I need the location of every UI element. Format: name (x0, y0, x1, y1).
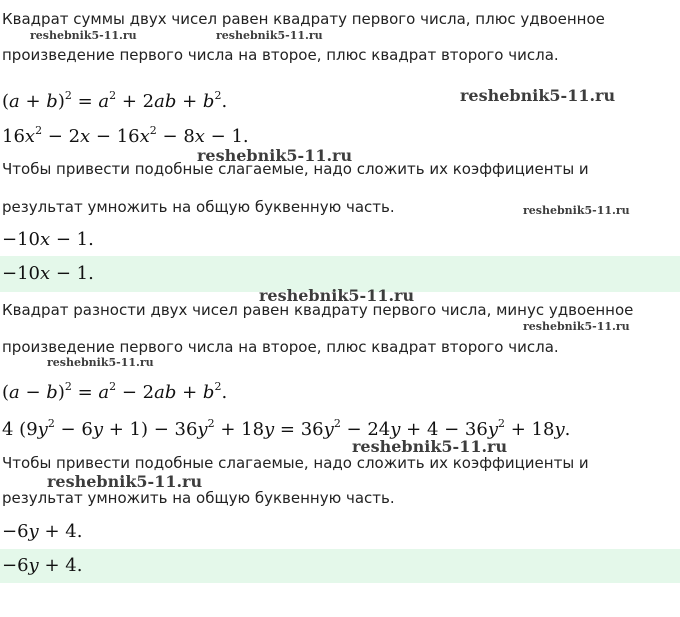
block2-result: −6y + 4. (2, 521, 83, 542)
watermark: reshebnik5-11.ru (523, 204, 630, 217)
watermark: reshebnik5-11.ru (460, 86, 616, 105)
block2-intro-line2: произведение первого числа на второе, плюс квадрат второго числа. (2, 338, 559, 356)
block2-expression: 4 $(9y^2 - 6y + 1) - 36y^2 + 18y = 36y^2 - 24y + 4 - 36y^2 + 18y$. (2, 417, 571, 440)
block1-note-line2: результат умножить на общую буквенную часть. (2, 198, 395, 216)
watermark: reshebnik5-11.ru (30, 29, 137, 42)
watermark: reshebnik5-11.ru (352, 437, 508, 456)
block2-note-line2: результат умножить на общую буквенную часть. (2, 489, 395, 507)
block1-intro-line1: Квадрат суммы двух чисел равен квадрату первого числа, плюс удвоенное (2, 10, 605, 28)
block2-formula: $(a - b)^2 = a^2 - 2ab + b^2$. (2, 380, 228, 403)
watermark: reshebnik5-11.ru (523, 320, 630, 333)
watermark: reshebnik5-11.ru (216, 29, 323, 42)
watermark: reshebnik5-11.ru (47, 356, 154, 369)
block2-answer: −6y + 4. (2, 555, 83, 576)
watermark: reshebnik5-11.ru (259, 286, 415, 305)
watermark: reshebnik5-11.ru (197, 146, 353, 165)
block1-intro-line2: произведение первого числа на второе, плюс квадрат второго числа. (2, 46, 559, 64)
block1-answer: −10x − 1. (2, 263, 94, 284)
block2-answer-box (0, 549, 680, 583)
block1-result: −10x − 1. (2, 229, 94, 250)
block1-expression: $16x^2 - 2x - 16x^2 - 8x - 1$. (2, 124, 249, 147)
block1-formula: $(a + b)^2 = a^2 + 2ab + b^2$. (2, 89, 228, 112)
block2-note-line1: Чтобы привести подобные слагаемые, надо сложить их коэффициенты и (2, 454, 589, 472)
block2-intro-line1: Квадрат разности двух чисел равен квадрату первого числа, минус удвоенное (2, 301, 634, 319)
watermark: reshebnik5-11.ru (47, 472, 203, 491)
block1-note-line1: Чтобы привести подобные слагаемые, надо сложить их коэффициенты и (2, 160, 589, 178)
